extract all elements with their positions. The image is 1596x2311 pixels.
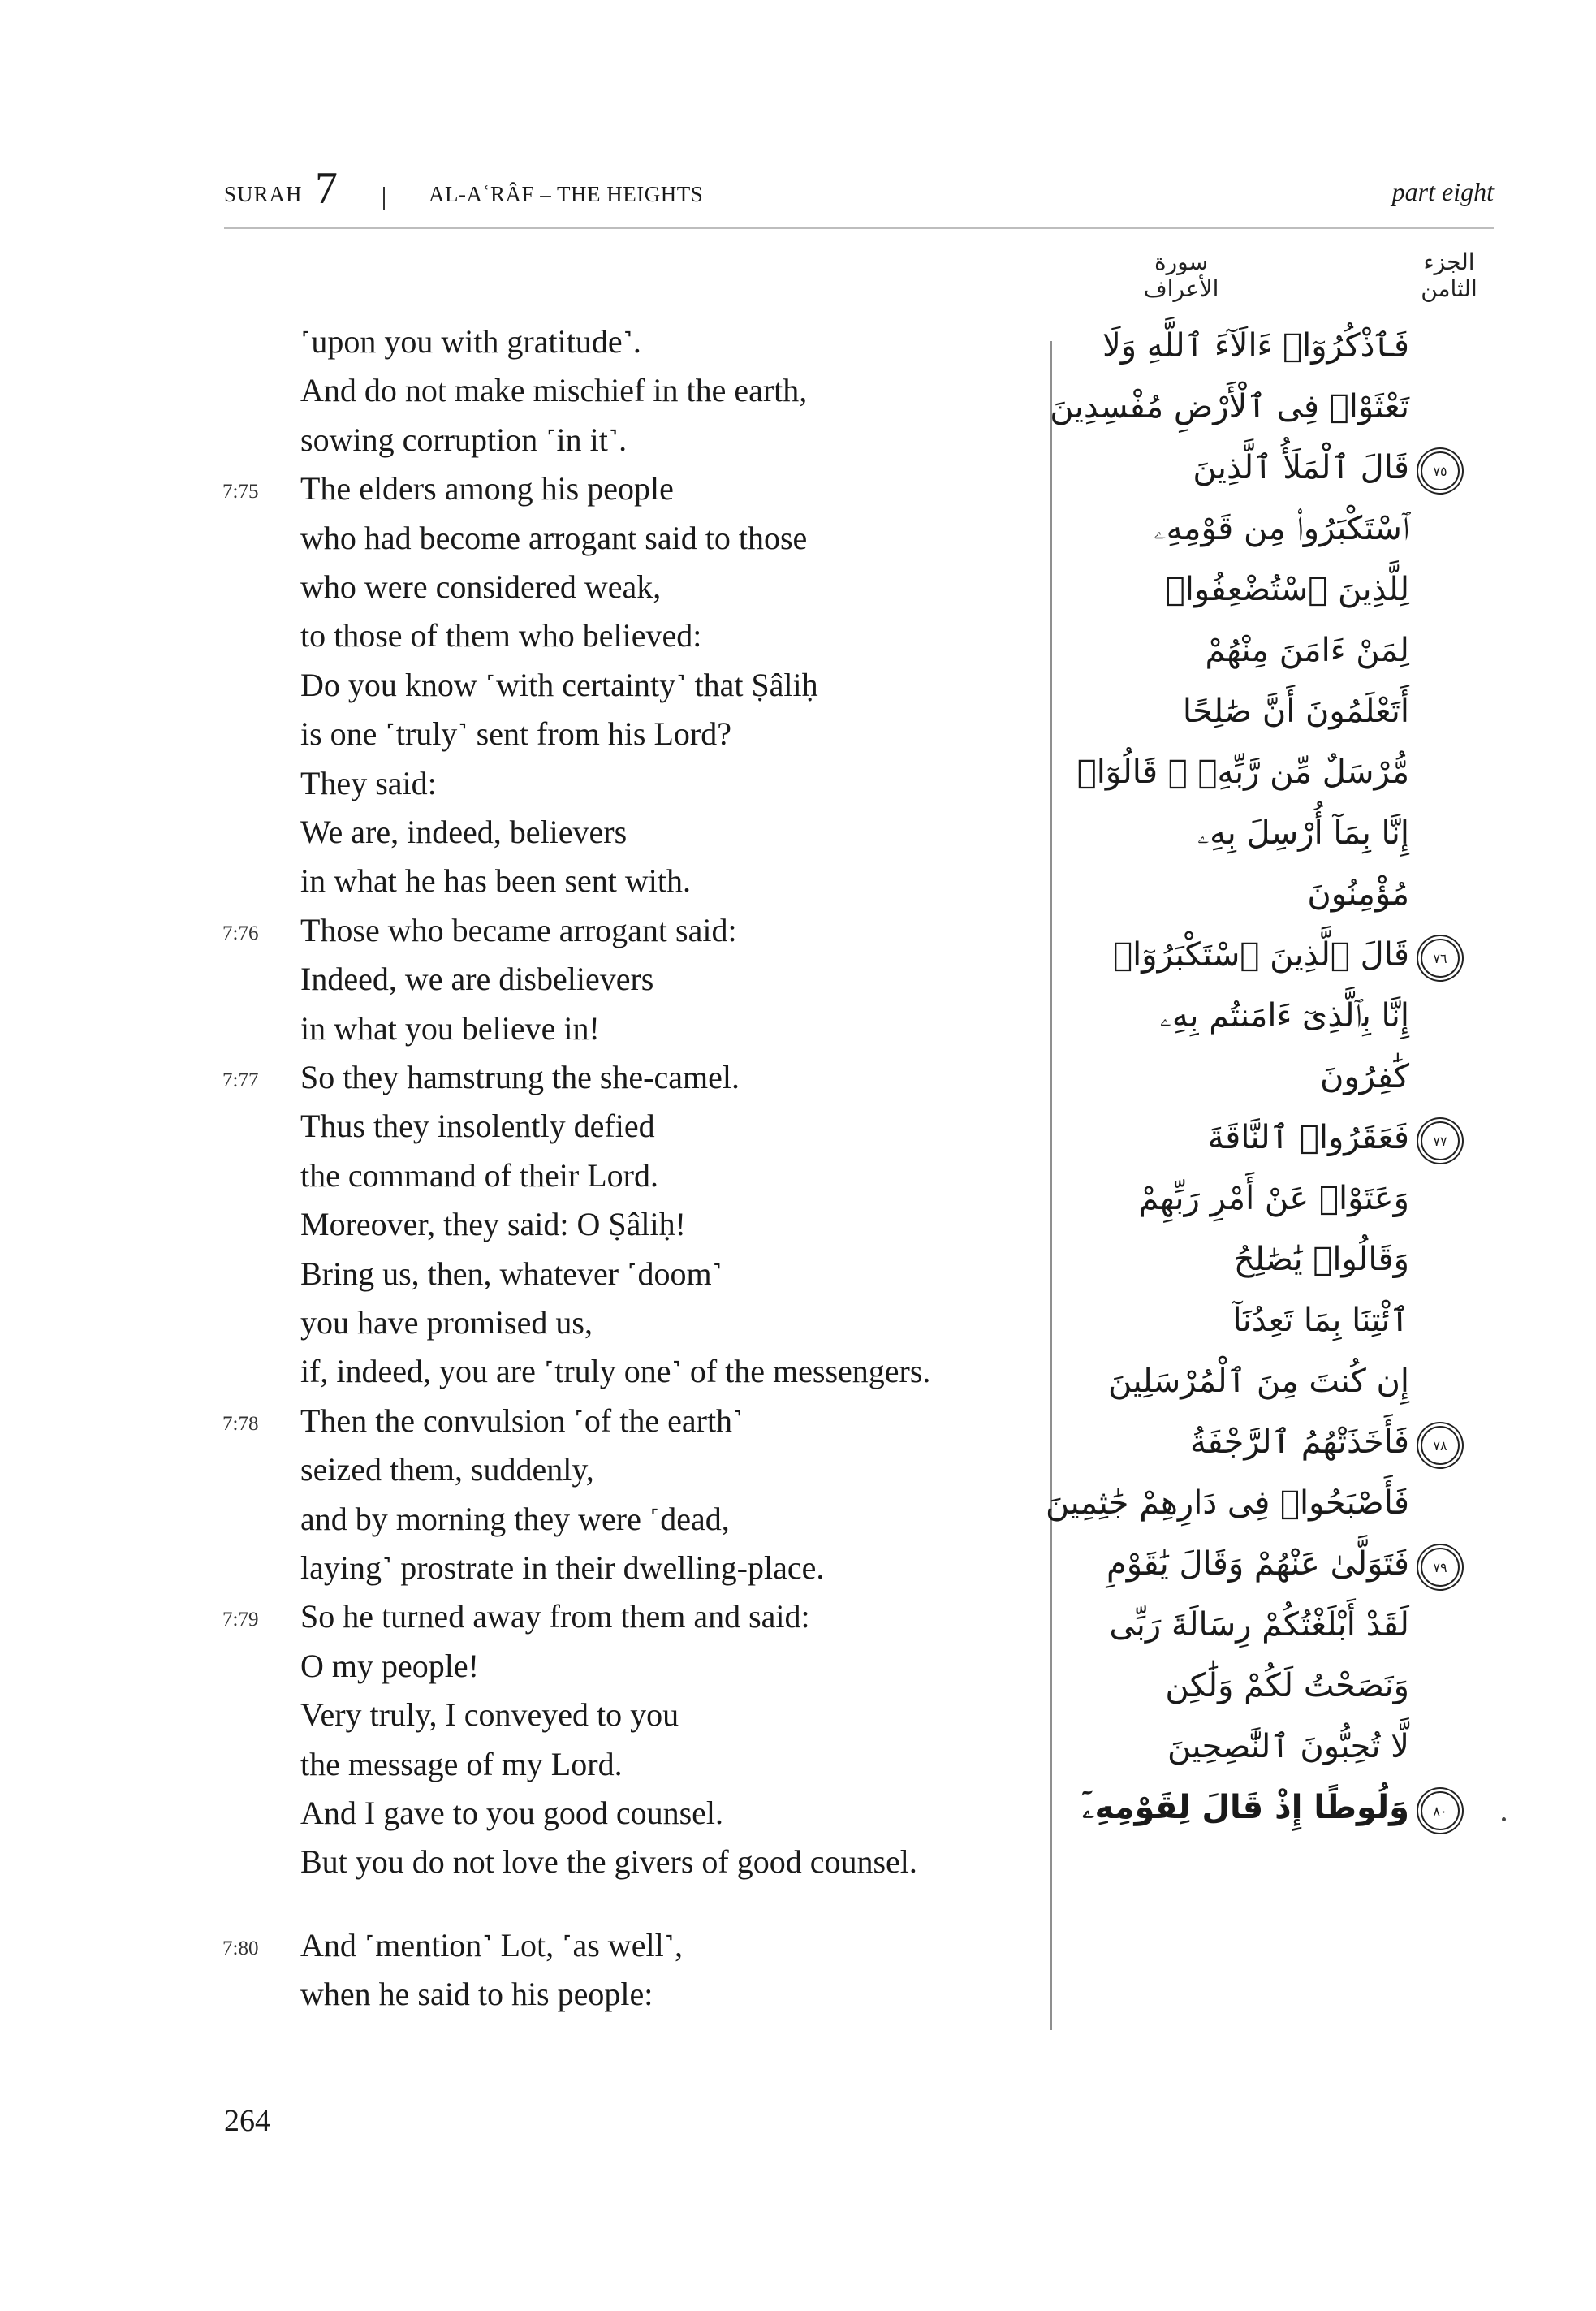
arabic-line: أَتَعْلَمُونَ أَنَّ صَٰلِحًا [1182,693,1409,730]
translation-line: So he turned away from them and said: [300,1598,810,1635]
arabic-line: ٱسْتَكْبَرُوا۟ مِن قَوْمِهِۦ [1154,510,1409,547]
translation-line: Then the convulsion ˹of the earth˺ [300,1402,744,1439]
translation-line: And do not make mischief in the earth, [300,372,808,409]
arabic-surah-label: سورة الأعراف [1143,248,1219,302]
running-header [224,163,1494,229]
translation-line: who were considered weak, [300,568,662,605]
translation-line: you have promised us, [300,1304,593,1341]
translation-line: laying˺ prostrate in their dwelling-place. [300,1549,825,1586]
translation-line: And I gave to you good counsel. [300,1795,724,1831]
arabic-line: فَأَصْبَحُوا۟ فِى دَارِهِمْ جَٰثِمِينَ [1046,1484,1409,1522]
translation-line: if, indeed, you are ˹truly one˺ of the messengers. [300,1353,931,1390]
verse-reference: 7:77 [222,1069,259,1091]
arabic-line: مُؤْمِنُونَ [1307,875,1409,913]
translation-line: in what he has been sent with. [300,862,691,900]
translation-line: Those who became arrogant said: [300,911,737,948]
verse-number-medallion: ٧٩ [1421,1548,1460,1587]
translation-line: The elders among his people [300,470,674,508]
arabic-line: وَعَتَوْا۟ عَنْ أَمْرِ رَبِّهِمْ [1138,1180,1409,1217]
translation-line: when he said to his people: [300,1976,653,2013]
verse-number-medallion: ٧٦ [1421,939,1460,978]
translation-line: Moreover, they said: O Ṣâliḥ! [300,1206,686,1243]
arabic-line: تَعْثَوْا۟ فِى ٱلْأَرْضِ مُفْسِدِينَ [1050,388,1409,425]
translation-line: is one ˹truly˺ sent from his Lord? [300,715,731,753]
verse-number-medallion: ٨٠ [1421,1791,1460,1830]
verse-number-medallion: ٧٧ [1421,1121,1460,1160]
verse-reference: 7:75 [222,481,259,503]
part-label: part eight [1391,177,1494,206]
translation-line: the command of their Lord. [300,1156,658,1194]
translation-line: the message of my Lord. [300,1745,623,1782]
translation-line: O my people! [300,1647,479,1684]
margin-dot [1502,1817,1506,1821]
translation-line: Bring us, then, whatever ˹doom˺ [300,1255,723,1292]
translation-line: We are, indeed, believers [300,814,628,850]
translation-line: to those of them who believed: [300,617,702,654]
translation-line: So they hamstrung the she-camel. [300,1059,740,1095]
verse-reference: 7:76 [222,922,259,944]
arabic-line: فَتَوَلَّىٰ عَنْهُمْ وَقَالَ يَٰقَوْمِ [1106,1545,1409,1583]
arabic-line: فَأَخَذَتْهُمُ ٱلرَّجْفَةُ [1189,1423,1409,1461]
verse-number-medallion: ٧٥ [1421,451,1460,490]
arabic-line: إِن كُنتَ مِنَ ٱلْمُرْسَلِينَ [1108,1363,1409,1400]
translation-line: and by morning they were ˹dead, [300,1500,730,1537]
translation-line: Very truly, I conveyed to you [300,1696,679,1734]
arabic-line: إِنَّا بِٱلَّذِىٓ ءَامَنتُم بِهِۦ [1159,997,1409,1035]
arabic-line: وَلُوطًا إِذْ قَالَ لِقَوْمِهِۦٓ [1082,1789,1409,1826]
arabic-line: لِمَنْ ءَامَنَ مِنْهُمْ [1205,632,1409,669]
surah-number: 7 [315,163,338,214]
translation-line: seized them, suddenly, [300,1451,594,1488]
arabic-line: فَعَقَرُوا۟ ٱلنَّاقَةَ [1207,1119,1409,1156]
surah-title: AL-AʿRÂF – THE HEIGHTS [429,182,704,206]
arabic-line: وَقَالُوا۟ يَٰصَٰلِحُ [1233,1241,1409,1278]
translation-line: in what you believe in! [300,1009,600,1047]
arabic-line: لِلَّذِينَ ٱسْتُضْعِفُوا۟ [1165,571,1409,608]
verse-reference: 7:80 [222,1937,259,1959]
translation-line: Indeed, we are disbelievers [300,961,654,998]
header-separator [383,187,385,210]
translation-line: ˹upon you with gratitude˺. [300,323,641,360]
arabic-line: لَّا تُحِبُّونَ ٱلنَّٰصِحِينَ [1167,1728,1409,1765]
arabic-line: قَالَ ٱلْمَلَأُ ٱلَّذِينَ [1193,449,1409,486]
translation-line: Do you know ˹with certainty˺ that Ṣâliḥ [300,666,818,703]
arabic-line: ٱئْتِنَا بِمَا تَعِدُنَآ [1232,1302,1409,1339]
arabic-line: وَنَصَحْتُ لَكُمْ وَلَٰكِن [1165,1667,1409,1704]
arabic-line: قَالَ ٱلَّذِينَ ٱسْتَكْبَرُوٓا۟ [1113,936,1409,974]
arabic-line: مُّرْسَلٌ مِّن رَّبِّهِۦ ۚ قَالُوٓا۟ [1076,754,1409,791]
verse-number-medallion: ٧٨ [1421,1426,1460,1465]
translation-line: They said: [300,764,437,801]
arabic-line: كَٰفِرُونَ [1319,1058,1409,1095]
translation-line: who had become arrogant said to those [300,519,808,556]
surah-label: SURAH [224,182,303,206]
page-number: 264 [224,2104,270,2138]
translation-line: Thus they insolently defied [300,1108,655,1145]
translation-line: And ˹mention˺ Lot, ˹as well˺, [300,1926,683,1963]
verse-reference: 7:78 [222,1412,259,1435]
translation-line: But you do not love the givers of good counsel. [300,1843,917,1881]
arabic-line: إِنَّا بِمَآ أُرْسِلَ بِهِۦ [1197,814,1409,852]
arabic-juz-label: الجزء الثامن [1421,248,1477,302]
arabic-line: لَقَدْ أَبْلَغْتُكُمْ رِسَالَةَ رَبِّى [1109,1606,1409,1644]
arabic-line: فَٱذْكُرُوٓا۟ ءَالَآءَ ٱللَّهِ وَلَا [1102,327,1409,365]
column-divider [1050,341,1052,2030]
verse-reference: 7:79 [222,1609,259,1631]
translation-line: sowing corruption ˹in it˺. [300,421,628,458]
